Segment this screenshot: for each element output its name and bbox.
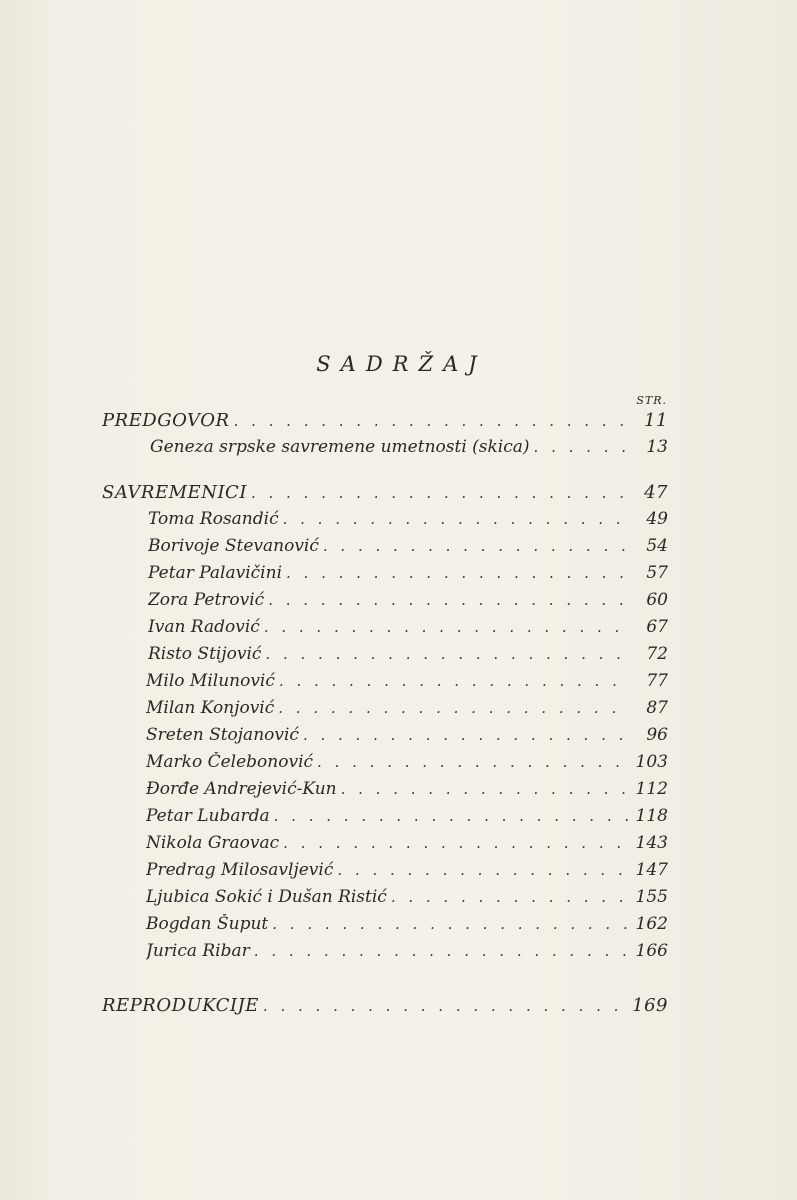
- toc-entry-page: 57: [646, 563, 668, 583]
- toc-entry-page: 13: [646, 437, 668, 457]
- toc-entry: [148, 509, 668, 537]
- toc-entry: [148, 590, 668, 618]
- leader-dots: [534, 438, 630, 456]
- toc-entry: [102, 410, 668, 438]
- toc-entry: [146, 779, 668, 807]
- toc-entry-title: Milan Konjović: [146, 698, 275, 718]
- toc-entry-title: Zora Petrović: [148, 590, 265, 610]
- toc-entry-page: 112: [635, 779, 668, 799]
- toc-entry-title: Petar Lubarda: [146, 806, 270, 826]
- toc-entry-page: 49: [646, 509, 668, 529]
- toc-entry-page: 54: [646, 536, 668, 556]
- toc-entry: [148, 536, 668, 564]
- toc-entry: [146, 806, 668, 834]
- leader-dots: [272, 915, 630, 933]
- leader-dots: [254, 942, 630, 960]
- leader-dots: [263, 997, 628, 1015]
- leader-dots: [268, 591, 630, 609]
- toc-entry-page: 118: [635, 806, 668, 826]
- toc-entry-title: Ljubica Sokić i Dušan Ristić: [146, 887, 387, 907]
- toc-entry: [148, 563, 668, 591]
- toc-entry-page: 11: [644, 410, 668, 431]
- toc-entry-page: 103: [635, 752, 668, 772]
- toc-entry: [102, 482, 668, 510]
- leader-dots: [278, 699, 630, 717]
- leader-dots: [283, 834, 630, 852]
- leader-dots: [323, 537, 630, 555]
- toc-entry-title: Nikola Graovac: [146, 833, 280, 853]
- leader-dots: [274, 807, 630, 825]
- toc-entry-page: 143: [635, 833, 668, 853]
- toc-entry-page: 77: [646, 671, 668, 691]
- leader-dots: [251, 484, 630, 502]
- toc-entry-page: 162: [635, 914, 668, 934]
- toc-entry: [102, 995, 668, 1023]
- toc-entry: [148, 644, 668, 672]
- toc-entry-title: SAVREMENICI: [102, 482, 247, 503]
- toc-entry-page: 166: [635, 941, 668, 961]
- toc-entry: [146, 671, 668, 699]
- toc-entry: [146, 860, 668, 888]
- leader-dots: [283, 510, 630, 528]
- toc-entry: [146, 698, 668, 726]
- toc-entry-title: Bogdan Šuput: [146, 914, 269, 934]
- toc-entry: [146, 725, 668, 753]
- toc-entry: [148, 617, 668, 645]
- leader-dots: [286, 564, 630, 582]
- toc-entry: [146, 887, 668, 915]
- toc-entry-page: 67: [646, 617, 668, 637]
- toc-entry-title: Predrag Milosavljević: [146, 860, 334, 880]
- toc-entry-page: 147: [635, 860, 668, 880]
- toc-entry-page: 47: [644, 482, 668, 503]
- toc-entry-title: Ivan Radović: [148, 617, 260, 637]
- leader-dots: [279, 672, 630, 690]
- toc-entry-title: PREDGOVOR: [102, 410, 230, 431]
- toc-entry-title: Petar Palavičini: [148, 563, 282, 583]
- toc-entry: [146, 833, 668, 861]
- toc-entry-page: 60: [646, 590, 668, 610]
- toc-entry-page: 155: [635, 887, 668, 907]
- toc-entry-page: 72: [646, 644, 668, 664]
- toc-entry-title: Toma Rosandić: [148, 509, 279, 529]
- toc-entry-title: Marko Čelebonović: [146, 752, 314, 772]
- leader-dots: [341, 780, 630, 798]
- toc-entry-title: Đorđe Andrejević-Kun: [146, 779, 337, 799]
- leader-dots: [303, 726, 630, 744]
- toc-entry-title: Risto Stijović: [148, 644, 262, 664]
- toc-entry: [146, 914, 668, 942]
- toc-entry-title: Geneza srpske savremene umetnosti (skica): [150, 437, 530, 457]
- page-column-label: STR.: [636, 394, 667, 407]
- leader-dots: [391, 888, 630, 906]
- toc-entry-title: Borivoje Stevanović: [148, 536, 319, 556]
- toc-entry-page: 96: [646, 725, 668, 745]
- leader-dots: [234, 412, 630, 430]
- toc-entry: [146, 941, 668, 969]
- leader-dots: [264, 618, 630, 636]
- toc-entry-page: 169: [632, 995, 668, 1016]
- toc-entry: [150, 437, 668, 465]
- leader-dots: [265, 645, 630, 663]
- toc-entry-title: Milo Milunović: [146, 671, 275, 691]
- toc-entry: [146, 752, 668, 780]
- toc-entry-page: 87: [646, 698, 668, 718]
- leader-dots: [317, 753, 630, 771]
- toc-entry-title: Sreten Stojanović: [146, 725, 299, 745]
- toc-entry-title: REPRODUKCIJE: [102, 995, 259, 1016]
- page-title: SADRŽAJ: [316, 352, 487, 376]
- toc-entry-title: Jurica Ribar: [146, 941, 250, 961]
- leader-dots: [337, 861, 630, 879]
